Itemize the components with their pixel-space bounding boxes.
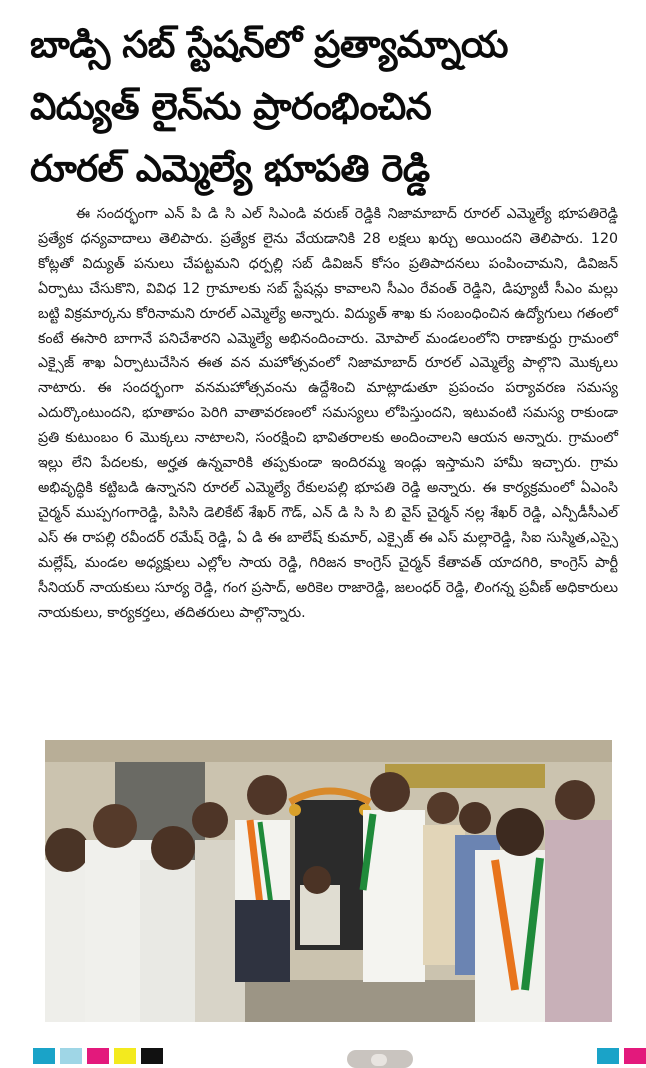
headline-line-1: బాడ్సి సబ్ స్టేషన్‌లో ప్రత్యామ్నాయ xyxy=(30,23,508,66)
scroll-pill-thumb xyxy=(371,1054,387,1066)
headline xyxy=(30,14,620,200)
group-photo-icon xyxy=(45,740,612,1022)
swatch-cyan xyxy=(33,1048,55,1064)
swatch-magenta-right xyxy=(624,1048,646,1064)
swatch-black xyxy=(141,1048,163,1064)
news-photo xyxy=(45,740,612,1022)
swatch-magenta xyxy=(87,1048,109,1064)
article-body: ఈ సందర్భంగా ఎన్ పి డి సి ఎల్ సిఎండి వరుణ్ రెడ్డికి నిజామాబాద్ రూరల్ ఎమ్మెల్యే భూపతిరెడ్డి ప్రత్యేక ధన్యవాదాలు తెలిపారు. ప్రత్యేక లైను వేయడానికి 28 లక్షలు ఖర్చు అయిందని తెలిపారు. 120 కోట్లతో విద్యుత్ పనులు చేపట్టమని ధర్పల్లి సబ్ డివిజన్ కోసం ప్రతిపాదనలు పంపించామని, డివిజన్ ఏర్పాటు చేసుకొని, వివిధ 12 గ్రామాలకు సబ్ స్టేషన్లు కావాలని సీఎం రేవంత్ రెడ్డిని, డిప్యూటీ సీఎం మల్లు బట్టి విక్రమార్కను కోరినామని రూరల్ ఎమ్మెల్యే అన్నారు. విద్యుత్ శాఖ కు సంబంధించిన ఉద్యోగులు గతంలో కంటే ఈసారి బాగానే పనిచేశారని ఎమ్మెల్యే అభినందించారు. మోపాల్ మండలంలోని రాణాకుర్దు గ్రామంలో ఎక్సైజ్ శాఖ ఏర్పాటుచేసిన ఈత వన మహోత్సవంలో నిజామాబాద్ రూరల్ ఎమ్మెల్యే పాల్గొని మొక్కలు నాటారు. ఈ సందర్భంగా వనమహోత్సవంను ఉద్దేశించి మాట్లాడుతూ ప్రపంచం పర్యావరణ సమస్య ఎదుర్కొంటుందని, భూతాపం పెరిగి వాతావరణంలో సమస్యలు లోపిస్తుందని, ఇటువంటి సమస్య రాకుండా ప్రతి కుటుంబం 6 మొక్కలు నాటాలని, సంరక్షించి భావితరాలకు అందించాలని ఆయన అన్నారు. గ్రామంలో ఇల్లు లేని పేదలకు, అర్హత ఉన్నవారికి తప్పకుండా ఇందిరమ్మ ఇండ్లు ఇస్తామని హామీ ఇచ్చారు. గ్రామ అభివృద్ధికి కట్టిబడి ఉన్నానని రూరల్ ఎమ్మెల్యే రేకులపల్లి భూపతి రెడ్డి అన్నారు. ఈ కార్యక్రమంలో ఏఎంసి చైర్మన్ ముప్పగంగారెడ్డి, పిసిసి డెలికేట్ శేఖర్ గౌడ్, ఎన్ డి సి సి బి వైస్ చైర్మన్ నల్ల శేఖర్ రెడ్డి, ఎన్పీడీసీఎల్ ఎస్ ఈ రాపల్లి రవీందర్ రమేష్ రెడ్డి, ఏ డి ఈ బాలేష్ కుమార్, ఎక్సైజ్ ఈ ఎస్ మల్లారెడ్డి, సిఐ సుస్మిత,ఎస్సై మల్లేష్, మండల అధ్యక్షులు ఎల్లోల సాయ రెడ్డి, గిరిజన కాంగ్రెస్ చైర్మన్ కేతావత్ యాదగిరి, కాంగ్రెస్ పార్టీ సీనియర్ నాయకులు సూర్య రెడ్డి, గంగ ప్రసాద్, అరికెల రాజారెడ్డి, జలంధర్ రెడ్డి, లింగన్న ప్రవీణ్ అధికారులు నాయకులు, కార్యకర్తలు, తదితరులు పాల్గొన్నారు. xyxy=(38,206,618,621)
scroll-pill-icon[interactable] xyxy=(347,1050,413,1068)
print-color-swatches-left xyxy=(33,1048,165,1064)
swatch-yellow xyxy=(114,1048,136,1064)
headline-line-2: విద్యుత్ లైన్‌ను ప్రారంభించిన xyxy=(30,85,432,128)
swatch-cyan-right xyxy=(597,1048,619,1064)
headline-line-3: రూరల్ ఎమ్మెల్యే భూపతి రెడ్డి xyxy=(30,147,430,190)
swatch-light-cyan xyxy=(60,1048,82,1064)
print-color-swatches-right xyxy=(597,1048,646,1064)
